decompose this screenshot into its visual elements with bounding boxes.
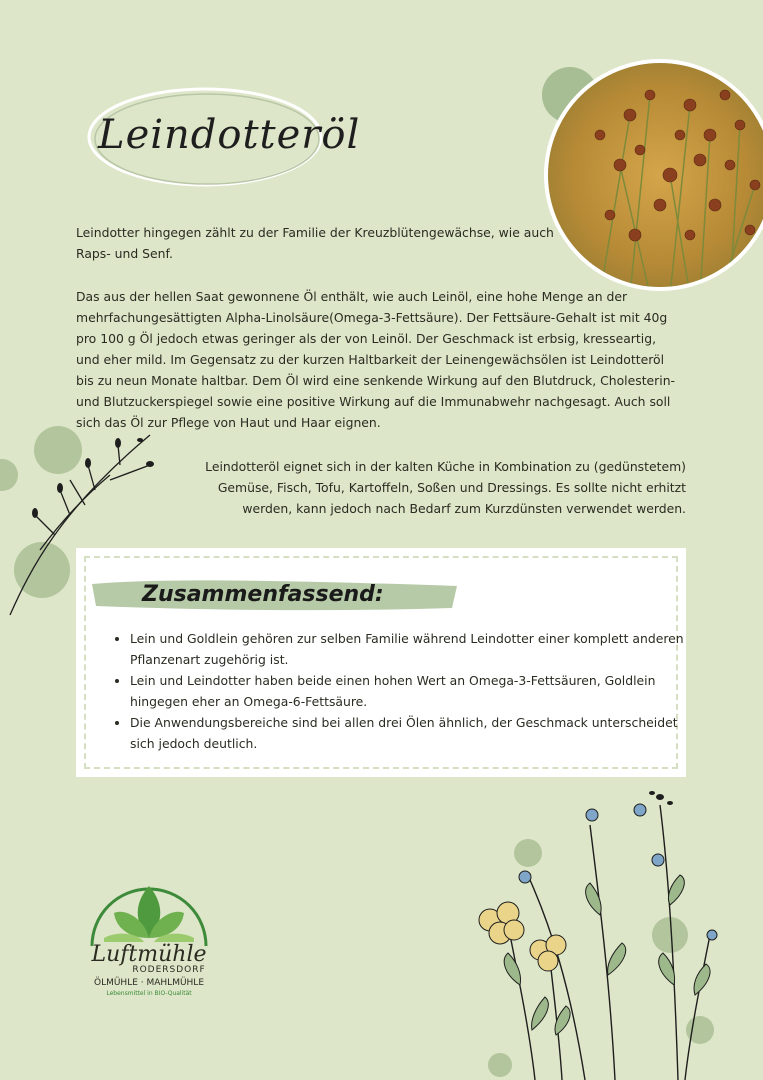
- page-title: Leindotteröl: [98, 112, 361, 158]
- logo-place: RODERSDORF: [132, 965, 206, 975]
- logo-quality: Lebensmittel in BIO-Qualität: [106, 990, 192, 997]
- logo-name: Luftmühle: [91, 942, 207, 967]
- summary-item: • Lein und Goldlein gehören zur selben Familie während Leindotter einer komplett anderen Pflanzenart zugehörig ist.: [130, 628, 690, 670]
- summary-title: Zusammenfassend:: [142, 582, 384, 607]
- summary-item: • Lein und Leindotter haben beide einen hohen Wert an Omega-3-Fettsäuren, Goldlein hingegen eher an Omega-6-Fettsäure.: [130, 670, 690, 712]
- flax-photo: [540, 55, 763, 295]
- usage-paragraph: Leindotteröl eignet sich in der kalten Küche in Kombination zu (gedünstetem) Gemüse, Fisch, Tofu, Kartoffeln, Soßen und Dressings. Es sollte nicht erhitzt werden, kann jedoch nach Bedarf zum Kurzdünsten verwendet werden.: [205, 459, 686, 516]
- logo-subtitle: ÖLMÜHLE · MAHLMÜHLE: [93, 978, 205, 988]
- intro-paragraph: Leindotter hingegen zählt zu der Familie der Kreuzblütengewächse, wie auch Raps- und Senf.: [76, 225, 554, 261]
- summary-list: [106, 628, 690, 754]
- logo-leaves-icon: [84, 868, 214, 948]
- luftmuehle-logo: [84, 868, 214, 1008]
- summary-box: [76, 548, 686, 777]
- bottom-flower-illustration: [460, 785, 760, 1080]
- description-paragraph: Das aus der hellen Saat gewonnene Öl enthält, wie auch Leinöl, eine hohe Menge an der mehrfachungesättigten Alpha-Linolsäure(Omega-3-Fettsäure). Der Fettsäure-Gehalt ist mit 40g pro 100 g Öl jedoch etwas geringer als der von Leinöl. Der Geschmack ist erbsig, kresseartig, und eher mild. Im Gegensatz zu der kurzen Haltbarkeit der Leinengewächsölen ist Leindotteröl bis zu neun Monate haltbar. Dem Öl wird eine senkende Wirkung auf den Blutdruck, Cholesterin- und Blutzuckerspiegel sowie eine positive Wirkung auf die Immunabwehr nachgesagt. Auch soll sich das Öl zur Pflege von Haut und Haar eignen.: [76, 289, 676, 430]
- summary-item: • Die Anwendungsbereiche sind bei allen drei Ölen ähnlich, der Geschmack unterscheidet sich jedoch deutlich.: [130, 712, 690, 754]
